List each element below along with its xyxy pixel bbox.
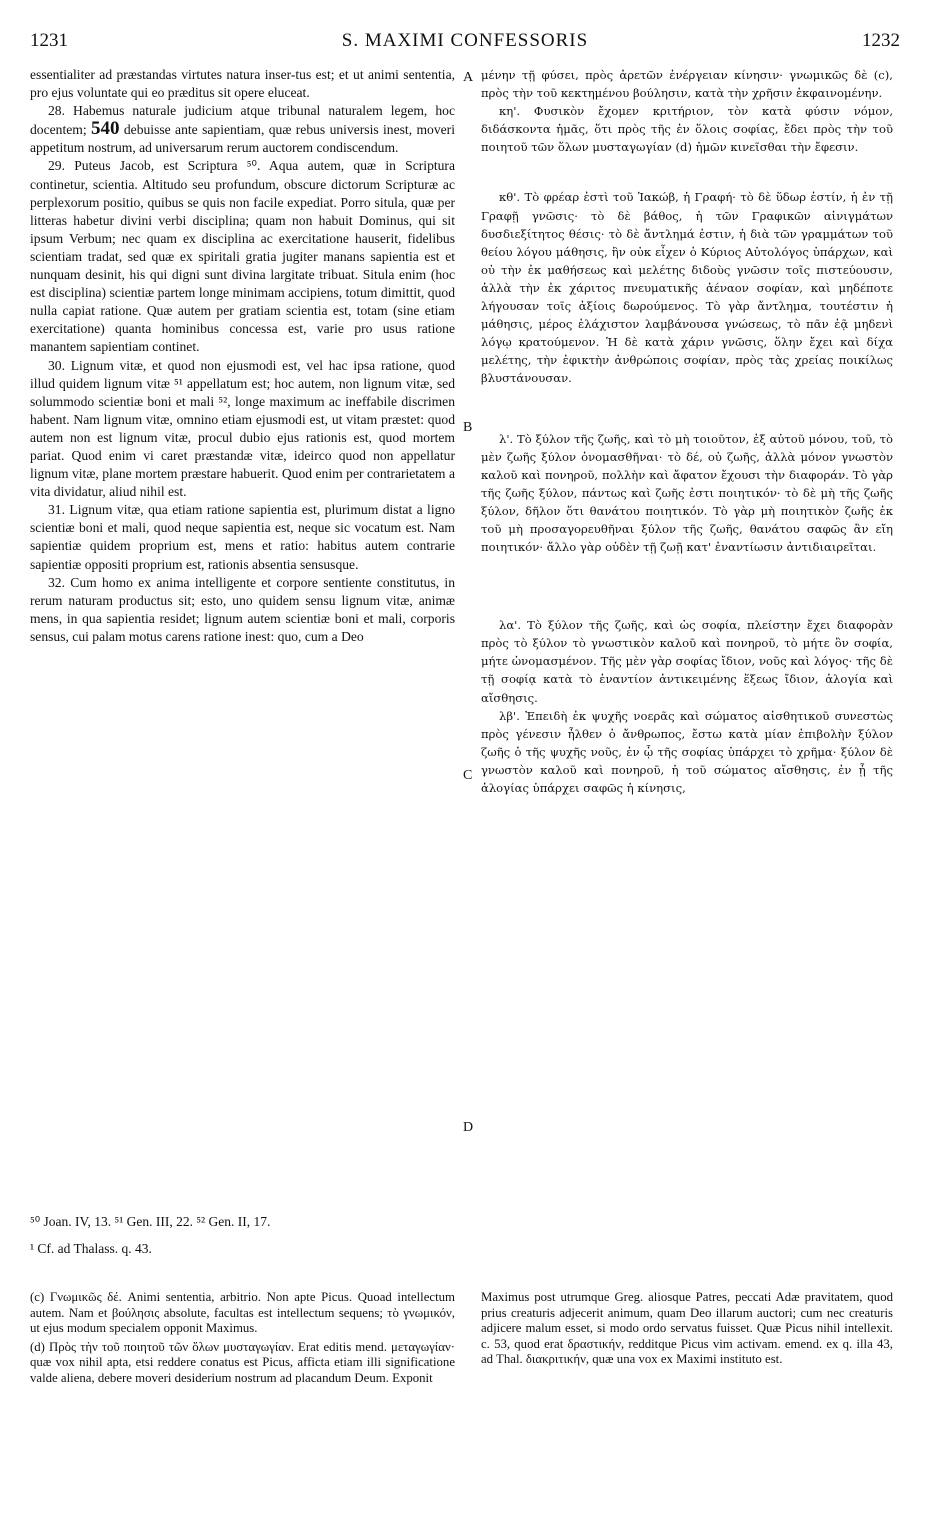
column-number-540: 540 xyxy=(91,118,120,140)
latin-column xyxy=(30,66,455,646)
margin-marker-a: A xyxy=(463,70,474,85)
latin-paragraph-30: 30. Lignum vitæ, et quod non ejusmodi est, vel hac ipsa ratione, quod illud quidem lignum vitæ ⁵¹ appellatum est; hoc autem, non lignum vitæ, sed solummodo scientiæ boni et mali ⁵², longe maximum ac ineffabile discrimen habent. Nam lignum vitæ, omnino etiam ejusmodi est, ut vitam præstet: quod autem non est lignum vitæ, procul dubio ejus rationis est, quod mortem pariat. Quod enim vi caret præstandæ vitæ, ideirco quod non appellatur lignum vitæ, plane mortem præstare habuerit. Quod enim per contrarietatem a vita dividatur, aliud nihil est. xyxy=(30,357,455,500)
running-header xyxy=(30,30,900,56)
margin-marker-b: B xyxy=(463,420,473,435)
greek-spacer-2 xyxy=(481,388,893,430)
greek-spacer-1 xyxy=(481,156,893,188)
greek-spacer-3 xyxy=(481,556,893,616)
page-number-left: 1231 xyxy=(30,30,68,51)
footnote-d: (d) Πρὸς τὴν τοῦ ποιητοῦ τῶν ὅλων μυσταγωγίαν. Erat editis mend. μεταγωγίαν· quæ vox nihil apta, etsi reddere conatus est Picus, afficta etiam illi significatione valde aliena, debere moveri desiderium nostrum ad placandum Deum. Exponit xyxy=(30,1339,455,1385)
latin-paragraph-intro: essentialiter ad præstandas virtutes natura inser-tus est; et ut animi sententia, pro ejus voluntate qui eo præditus sit opere eluceat. xyxy=(30,67,455,101)
greek-paragraph-32: λβ'. Ἐπειδὴ ἐκ ψυχῆς νοερᾶς καὶ σώματος αἰσθητικοῦ συνεστὼς πρὸς γένεσιν ἦλθεν ὁ ἄνθρωπος, ἔστω κατὰ μίαν ἐπιβολὴν ξύλον ζωῆς ὁ τῆς ψυχῆς νοῦς, ἐν ᾧ τῆς σοφίας ὑπάρχει τὸ χρῆμα· ξύλον δὲ γνωστὸν καλοῦ καὶ πονηροῦ, ἡ τοῦ σώματος αἴσθησις, ἐν ᾗ τῆς ἀλογίας ὑπάρχει σαφῶς ἡ κίνησις, xyxy=(481,708,893,795)
running-title: S. MAXIMI CONFESSORIS xyxy=(341,30,589,51)
latin-paragraph-28 xyxy=(30,102,455,157)
greek-paragraph-30: λ'. Τὸ ξύλον τῆς ζωῆς, καὶ τὸ μὴ τοιοῦτον, ἐξ αὐτοῦ μόνου, τοῦ, τὸ μὲν ζωῆς ξύλον ὀνομασθῆναι· τὸ δέ, οὐ ζωῆς, ἀλλὰ μόνον γνωστὸν καλοῦ καὶ πονηροῦ, πολλὴν καὶ ἄφατον ἔχουσι τὴν διαφοράν. Τὸ γὰρ τῆς ζωῆς ξύλον, πάντως καὶ ζωῆς ἐστι ποιητικόν· τὸ δὲ μὴ τῆς ζωῆς ξύλον, δῆλον ὅτι θανάτου ποιητικόν. Τὸ γὰρ μὴ ποιητικὸν ζωῆς ἐκ τοῦ μὴ προσαγορευθῆναι ξύλον τῆς ζωῆς, θανάτου σαφῶς ἂν εἴη ποιητικόν· ἄλλο γὰρ οὐδὲν τῇ ζωῇ κατ' ἐναντίωσιν ἀντιδιαιρεῖται. xyxy=(481,431,893,555)
latin-28-text-a: 28. Habemus naturale judicium atque tribunal naturalem legem, hoc docentem; xyxy=(30,103,455,138)
greek-paragraph-31: λα'. Τὸ ξύλον τῆς ζωῆς, καὶ ὡς σοφία, πλείστην ἔχει διαφορὰν πρὸς τὸ ξύλον τὸ γνωστικὸν καλοῦ καὶ πονηροῦ, τὸ μήτε ὂν σοφία, μήτε ὠνομασμένον. Τῆς μὲν γὰρ σοφίας ἴδιον, νοῦς καὶ λόγος· τῆς δὲ τῇ σοφίᾳ κατὰ τὸ ἐναντίον ἀντικειμένης ἕξεως ἴδιον, ἀλογία καὶ αἴσθησις. xyxy=(481,618,893,705)
greek-paragraph-intro: μένην τῇ φύσει, πρὸς ἀρετῶν ἐνέργειαν κίνησιν· γνωμικῶς δὲ (c), πρὸς τὴν τοῦ κεκτημένου βούλησιν, κατὰ τὴν χρῆσιν ἐκφαινομένην. xyxy=(481,68,893,101)
scripture-references xyxy=(30,1212,270,1258)
footnote-c: (c) Γνωμικῶς δέ. Animi sententia, arbitrio. Non apte Picus. Quoad intellectum autem. Nam et βούλησις absolute, facultas est intellectum sequens; τὸ γνωμικόν, ut ejus modum specialem opponit Maximus. xyxy=(30,1290,455,1336)
footnote-continuation: Maximus post utrumque Greg. aliosque Patres, peccati Adæ pravitatem, quod prius creaturis adjecerit animum, quam Deo illarum auctori; cum nec creaturis adjicere malum esset, si modo ordo servatus fuisset. Quæ Picus nihil intellexit. c. 53, quod erat δραστικήν, redditque Picus vim activam. emend. ex q. illa 43, ad Thal. διακριτικήν, quæ una vox ex Maximi instituto est. xyxy=(481,1290,893,1367)
margin-marker-d: D xyxy=(463,1120,474,1135)
scripture-refs-line: ⁵⁰ Joan. IV, 13. ⁵¹ Gen. III, 22. ⁵² Gen. II, 17. xyxy=(30,1214,271,1229)
greek-paragraph-29: κθ'. Τὸ φρέαρ ἐστὶ τοῦ Ἰακώβ, ἡ Γραφή· τὸ δὲ ὕδωρ ἐστίν, ἡ ἐν τῇ Γραφῇ γνῶσις· τὸ δὲ βάθος, ἡ τῶν Γραφικῶν αἰνιγμάτων δυσδιεξίτητος θέσις· τὸ δὲ ἄντλημά ἐστιν, ἡ διὰ τῶν γραμμάτων τοῦ θείου λόγου μάθησις, ἣν οὐκ εἶχεν ὁ Κύριος Αὐτολόγος ὑπάρχων, καὶ οὐ τὴν ἐκ μαθήσεως καὶ μελέτης διδοὺς γνῶσιν τοῖς πιστεύουσιν, ἀλλὰ τὴν ἐκ χάριτος πνευματικῆς ἀέναον σοφίαν, καὶ μηδέποτε λήγουσαν τοῖς ἀξίοις δωρούμενος. Τὸ γὰρ ἄντλημα, τουτέστιν ἡ μάθησις, μέρος ἐλάχιστον λαμβάνουσα γνώσεως, τὸ πᾶν ἐᾷ μηδενὶ λόγῳ κρατούμενον. Ἡ δὲ κατὰ χάριν γνῶσις, ὅλην ἔχει καὶ δίχα μελέτης, τὴν ἐφικτὴν ἀνθρώποις σοφίαν, πρὸς τὰς χρείας ποικίλως βλυστάνουσαν. xyxy=(481,190,893,386)
crossref-line: ¹ Cf. ad Thalass. q. 43. xyxy=(30,1241,152,1256)
margin-marker-c: C xyxy=(463,768,473,783)
footnotes-left xyxy=(30,1290,455,1390)
latin-28-text-b: debuisse ante sapientiam, quæ rebus universis inest, moveri appetitum nostrum, ad universarum rerum auctorem condiscendum. xyxy=(30,122,455,156)
page-number-right: 1232 xyxy=(862,30,900,51)
footnotes-right xyxy=(481,1290,893,1371)
greek-paragraph-28: κη'. Φυσικὸν ἔχομεν κριτήριον, τὸν κατὰ φύσιν νόμον, διδάσκοντα ἡμᾶς, ὅτι πρὸς τῆς ἐν ὅλοις σοφίας, ἔδει πρὸς τὴν τοῦ ποιητοῦ τῶν ὅλων μυσταγωγίαν (d) ἡμῶν κινεῖσθαι τὴν ἔφεσιν. xyxy=(481,104,893,155)
greek-column xyxy=(481,66,893,797)
latin-paragraph-29: 29. Puteus Jacob, est Scriptura ⁵⁰. Aqua autem, quæ in Scriptura continetur, scientia. Altitudo seu profundum, obscure dictorum Scripturæ ac perplexorum positio, quibus se quis non facile expediat. Porro situla, quæ per litteras habetur divini verbi disciplina; quam non habuit Dominus, qui sit ipsum Verbum; nec quam ex disciplina ac exercitatione hauserit, fidelibus scientiam tradat, sed quæ ex spiritali gratia jugiter manans sapientia est et nunquam desinit, his qui digni sunt divina largitate tribuat. Situla enim (hoc est disciplina) scientiæ partem longe minimam accipiens, totum dimittit, quod nulla capiat ratione. Quæ autem per gratiam scientia est, totam (sine etiam exercitatione) quanta hominibus concessa est, varie pro usus ratione manantem sapientiam continet. xyxy=(30,158,455,355)
latin-paragraph-32: 32. Cum homo ex anima intelligente et corpore sentiente constitutus, in rerum naturam productus sit; esto, uno quidem sensu lignum vitæ, animæ mens, in qua sapientia residet; lignum autem scientiæ boni et mali, corporis sensus, cui palam motus carens ratione inest: quo, cum a Deo xyxy=(30,574,455,644)
latin-paragraph-31: 31. Lignum vitæ, qua etiam ratione sapientia est, plurimum distat a ligno scientiæ boni et mali, quod neque sapientia est, neque sic vocatum est. Nam sapientiæ quidem proprium est, mens et ratio: habitus autem contrarie sapientiæ oppositi proprium est, rationis absentia sensusque. xyxy=(30,502,455,572)
